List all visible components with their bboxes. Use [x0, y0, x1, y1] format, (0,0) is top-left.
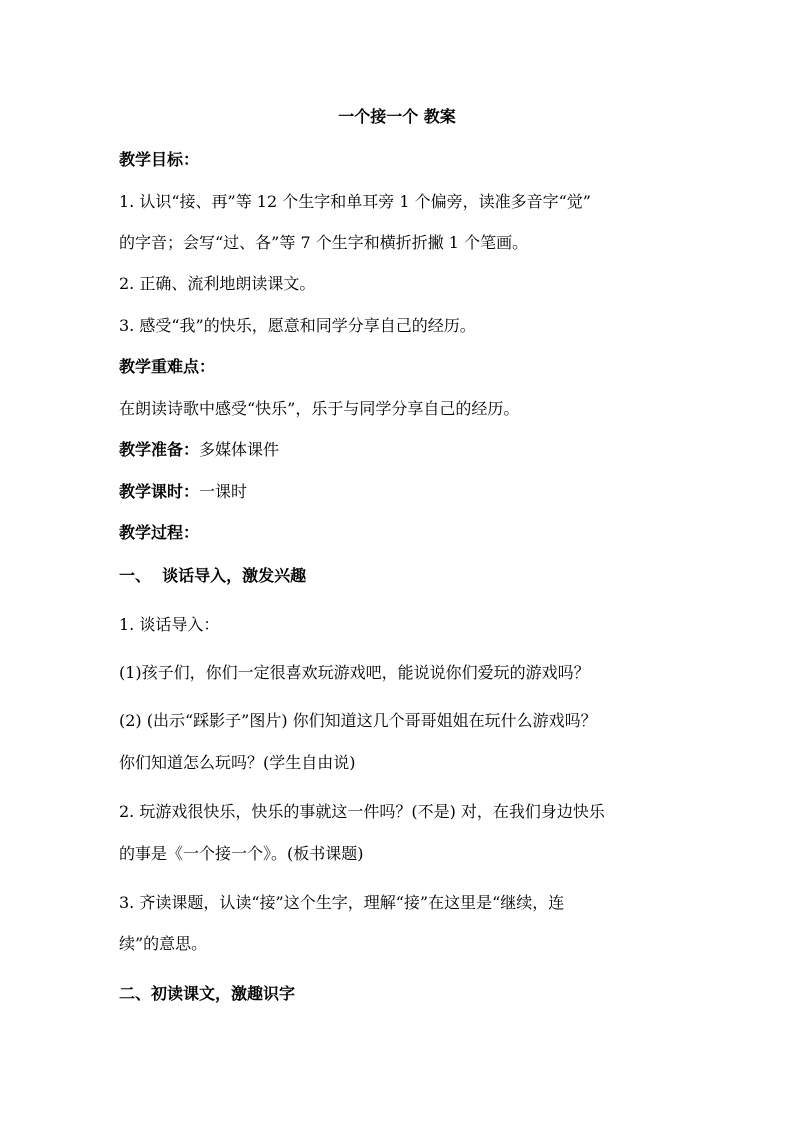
process-heading: 教学过程：	[119, 523, 200, 542]
goal-1-line-1: 1. 认识“接、再”等 12 个生字和单耳旁 1 个偏旁，读准多音字“觉”	[119, 192, 591, 211]
goal-2: 2. 正确、流利地朗读课文。	[119, 274, 316, 293]
preparation-label: 教学准备：	[119, 440, 200, 459]
step-1-question-2-line-1: (2) (出示“踩影子”图片) 你们知道这几个哥哥姐姐在玩什么游戏吗？	[119, 711, 597, 730]
duration-row	[119, 480, 689, 504]
goals-heading: 教学目标：	[119, 150, 200, 169]
step-1-question-1: (1)孩子们，你们一定很喜欢玩游戏吧，能说说你们爱玩的游戏吗？	[119, 663, 590, 682]
step-3-line-1: 3. 齐读课题，认读“接”这个生字，理解“接”在这里是“继续，连	[119, 893, 565, 912]
section-2-heading: 二、初读课文，激趣识字	[119, 984, 296, 1003]
preparation-row	[119, 438, 689, 462]
key-points-text: 在朗读诗歌中感受“快乐”，乐于与同学分享自己的经历。	[119, 399, 520, 418]
section-1-heading: 一、 谈话导入，激发兴趣	[119, 566, 307, 585]
goal-3: 3. 感受“我”的快乐，愿意和同学分享自己的经历。	[119, 316, 476, 335]
step-3-line-2: 续”的意思。	[119, 934, 208, 953]
document-title: 一个接一个 教案	[338, 107, 456, 126]
step-1: 1. 谈话导入：	[119, 615, 220, 634]
key-points-heading: 教学重难点：	[119, 357, 216, 376]
step-2-line-2: 的事是《一个接一个》。(板书课题)	[119, 844, 364, 863]
step-1-question-2-line-2: 你们知道怎么玩吗？(学生自由说)	[119, 753, 356, 772]
goal-1-line-2: 的字音；会写“过、各”等 7 个生字和横折折撇 1 个笔画。	[119, 233, 529, 252]
duration-value: 一课时	[199, 482, 248, 501]
duration-label: 教学课时：	[119, 482, 200, 501]
preparation-value: 多媒体课件	[199, 440, 280, 459]
step-2-line-1: 2. 玩游戏很快乐，快乐的事就这一件吗？(不是) 对，在我们身边快乐	[119, 802, 605, 821]
